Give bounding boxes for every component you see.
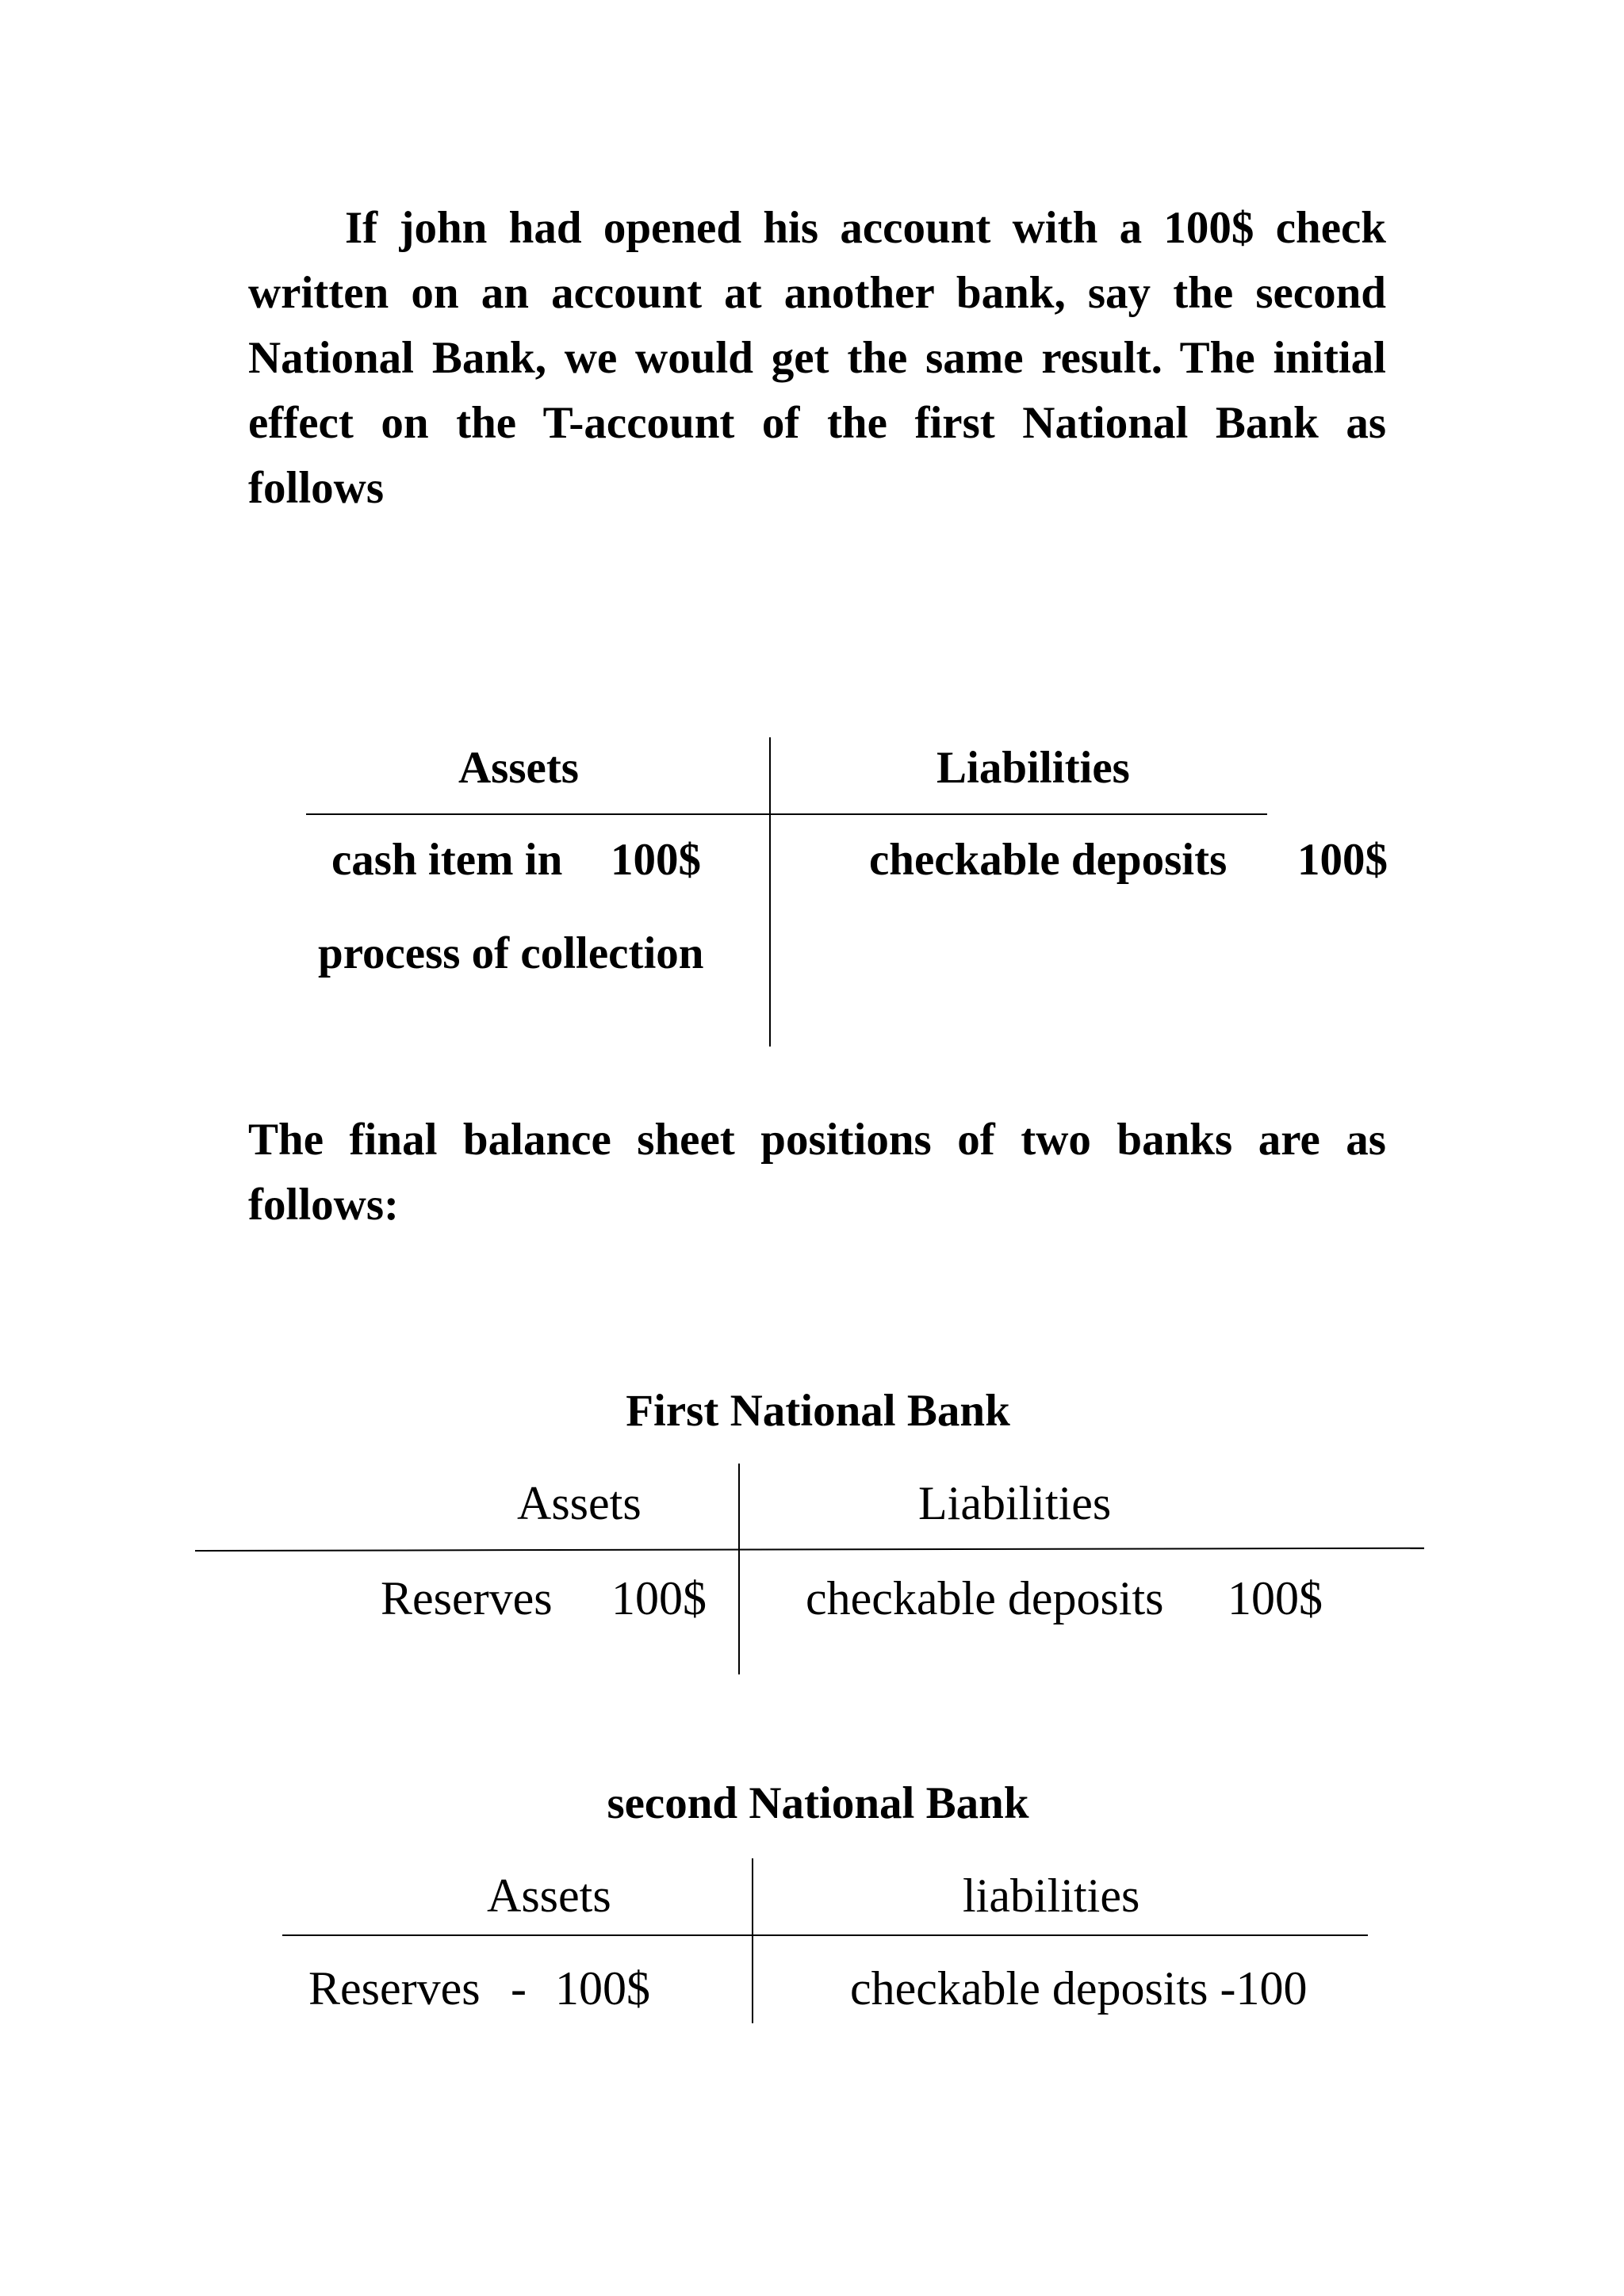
second-bank-liabilities-header: liabilities <box>963 1869 1140 1922</box>
second-bank-assets-header: Assets <box>487 1869 611 1922</box>
first-bank-liability-label: checkable deposits <box>806 1572 1164 1624</box>
first-bank-liabilities-header: Liabilities <box>918 1477 1112 1529</box>
initial-t-account-vertical-rule <box>769 737 771 1047</box>
intro-paragraph: If john had opened his account with a 100$ check written on an account at another bank, say the second National Bank, we would get the same result. The initial effect on the T-account of the first National Bank as follows <box>248 203 1386 513</box>
initial-assets-header: Assets <box>458 743 579 793</box>
second-bank-asset-sign: - <box>511 1962 527 2015</box>
initial-asset-value: 100$ <box>611 835 701 885</box>
first-bank-horizontal-rule <box>195 1548 1424 1552</box>
second-bank-liability-entry: checkable deposits -100 <box>850 1962 1308 2015</box>
first-bank-asset-value: 100$ <box>611 1572 707 1624</box>
first-bank-vertical-rule <box>738 1464 740 1674</box>
second-bank-title: second National Bank <box>607 1778 1029 1828</box>
initial-liability-label: checkable deposits <box>869 835 1228 885</box>
second-bank-horizontal-rule <box>282 1934 1368 1936</box>
final-paragraph: The final balance sheet positions of two banks are as follows: <box>248 1115 1386 1230</box>
initial-asset-label-line2: process of collection <box>318 928 704 978</box>
initial-liabilities-header: Liabilities <box>936 743 1130 793</box>
first-bank-asset-label: Reserves <box>381 1572 553 1624</box>
first-bank-assets-header: Assets <box>517 1477 642 1529</box>
initial-t-account-horizontal-rule <box>306 813 1267 815</box>
second-bank-vertical-rule <box>752 1858 753 2023</box>
first-bank-title: First National Bank <box>626 1386 1010 1436</box>
initial-liability-value: 100$ <box>1297 835 1388 885</box>
first-bank-liability-value: 100$ <box>1228 1572 1323 1624</box>
initial-asset-label-line1: cash item in <box>331 835 563 885</box>
second-bank-asset-label: Reserves <box>308 1962 481 2015</box>
second-bank-asset-value: 100$ <box>555 1962 650 2015</box>
